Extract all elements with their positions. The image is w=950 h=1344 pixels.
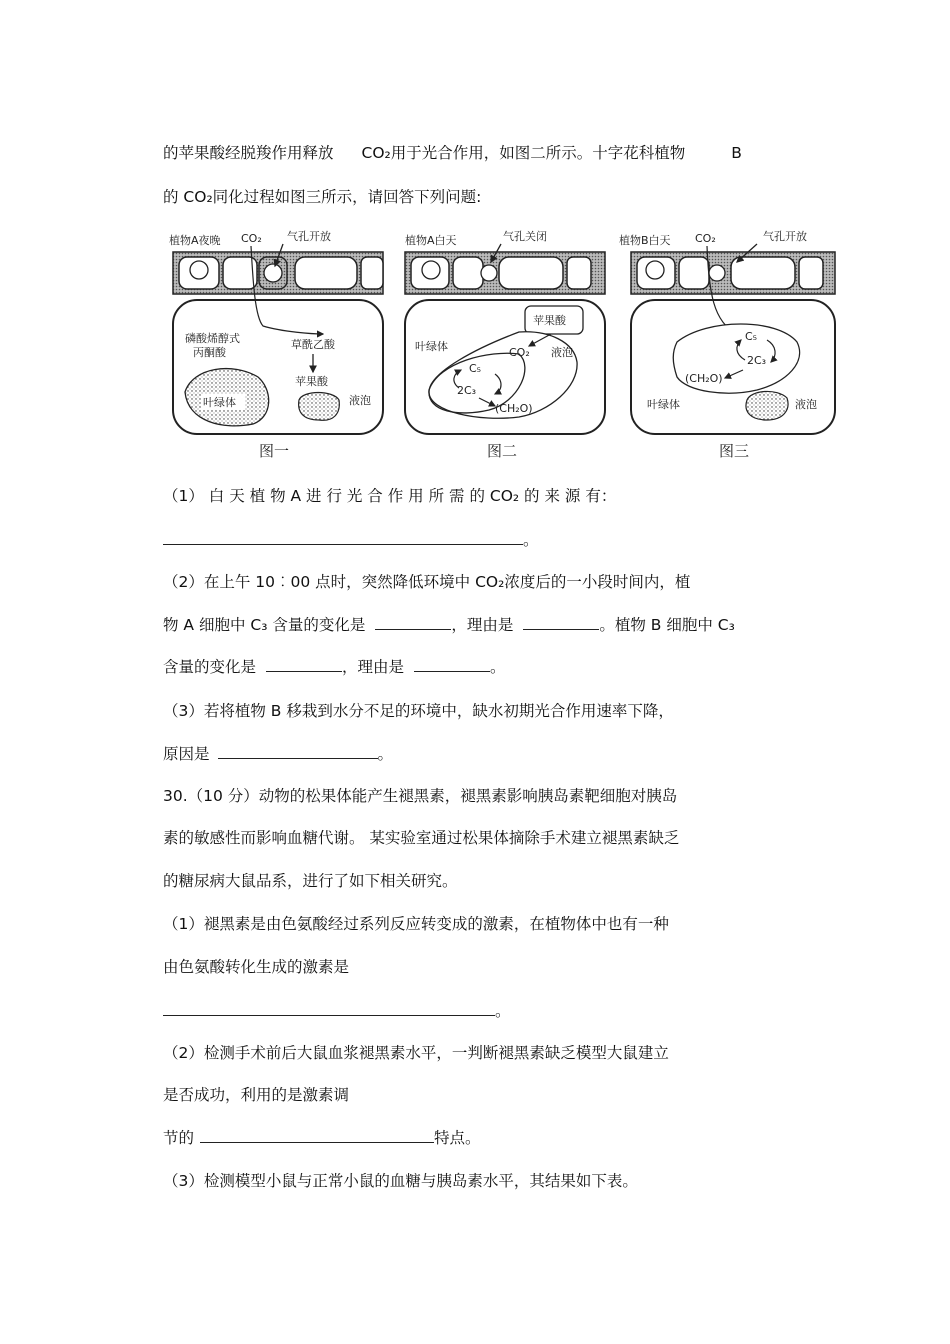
q3-line-1: （3）若将植物 B 移栽到水分不足的环境中，缺水初期光合作用速率下降，: [163, 702, 674, 720]
fig1-pep2: 丙酮酸: [193, 346, 226, 359]
fig3-vacuole: 液泡: [795, 398, 817, 411]
fig1-malate: 苹果酸: [295, 375, 328, 388]
q1-answer-blank[interactable]: [163, 530, 523, 545]
fig3-ch2o: (CH₂O): [685, 372, 723, 385]
fig2-chloroplast: 叶绿体: [415, 340, 448, 353]
q30-s1-blank[interactable]: [163, 1001, 495, 1016]
fig2-malate: 苹果酸: [533, 314, 566, 327]
q30-s2-text-a: 节的: [163, 1129, 195, 1147]
figure-1: [169, 229, 383, 460]
q1-line-2: [163, 530, 539, 550]
q30-s2-line-1: （2）检测手术前后大鼠血浆褪黑素水平，一判断褪黑素缺乏模型大鼠建立: [163, 1044, 669, 1062]
q2-blank-3[interactable]: [266, 657, 342, 672]
fig2-title: 植物A白天: [405, 234, 457, 247]
q2-text-d: 含量的变化是: [163, 658, 257, 676]
fig1-co2: CO₂: [241, 232, 262, 245]
intro-text-b: CO₂用于光合作用，如图二所示。十字花科植物: [361, 144, 686, 162]
q30-line-1: 30.（10 分）动物的松果体能产生褪黑素，褪黑素影响胰岛素靶细胞对胰岛: [163, 787, 678, 805]
q2-line-3: [163, 657, 506, 677]
q2-text-a: 物 A 细胞中 C₃ 含量的变化是: [163, 616, 366, 634]
fig3-stoma: 气孔开放: [763, 230, 807, 243]
q3-blank[interactable]: [218, 744, 378, 759]
q2-blank-1[interactable]: [375, 615, 451, 630]
fig3-title: 植物B白天: [619, 234, 671, 247]
intro-line-1: [163, 143, 742, 163]
fig3-c5: C₅: [745, 330, 758, 343]
q3-text-a: 原因是: [163, 745, 210, 763]
q30-s1-line-1: （1）褪黑素是由色氨酸经过系列反应转变成的激素，在植物体中也有一种: [163, 915, 669, 933]
q30-s2-blank[interactable]: [200, 1128, 434, 1143]
q2-line-1: （2）在上午 10︰00 点时，突然降低环境中 CO₂浓度后的一小段时间内，植: [163, 573, 691, 591]
figure-2: [405, 229, 605, 460]
fig1-caption: 图一: [259, 442, 290, 460]
figure-3: [619, 229, 835, 460]
fig2-vacuole: 液泡: [551, 346, 573, 359]
q30-s1-line-2: 由色氨酸转化生成的激素是: [163, 958, 350, 976]
fig1-stoma: 气孔开放: [287, 230, 331, 243]
q30-s1-line-3: [163, 1001, 511, 1021]
q1-line-1: （1） 白 天 植 物 A 进 行 光 合 作 用 所 需 的 CO₂ 的 来 源 有：: [163, 487, 617, 505]
q2-blank-2[interactable]: [523, 615, 599, 630]
q2-text-b: ，理由是: [451, 616, 514, 634]
q30-line-2: 素的敏感性而影响血糖代谢。 某实验室通过松果体摘除手术建立褪黑素缺乏: [163, 829, 680, 847]
q3-line-2: [163, 744, 393, 764]
q30-s3-line-1: （3）检测模型小鼠与正常小鼠的血糖与胰岛素水平，其结果如下表。: [163, 1172, 638, 1190]
q2-text-f: 。: [490, 658, 506, 676]
q30-s2-text-b: 特点。: [434, 1129, 481, 1147]
fig2-caption: 图二: [487, 442, 518, 460]
q2-blank-4[interactable]: [414, 657, 490, 672]
intro-text-c: B: [731, 144, 742, 162]
q2-text-c: 。植物 B 细胞中 C₃: [599, 616, 735, 634]
q30-s1-end: 。: [495, 1002, 511, 1020]
intro-line-2: 的 CO₂同化过程如图三所示，请回答下列问题:: [163, 188, 482, 206]
fig1-chloroplast: 叶绿体: [203, 396, 236, 409]
q30-s2-line-2: 是否成功，利用的是激素调: [163, 1086, 350, 1104]
fig1-pep: 磷酸烯醇式: [185, 332, 240, 345]
fig1-title: 植物A夜晚: [169, 234, 221, 247]
fig3-co2: CO₂: [695, 232, 716, 245]
fig3-caption: 图三: [719, 442, 750, 460]
fig3-c3: 2C₃: [747, 354, 767, 367]
fig1-oaa: 草酰乙酸: [291, 338, 335, 351]
figure-svg: [163, 222, 853, 470]
q30-line-3: 的糖尿病大鼠品系，进行了如下相关研究。: [163, 872, 458, 890]
fig2-ch2o: (CH₂O): [495, 402, 533, 415]
fig2-co2: CO₂: [509, 346, 530, 359]
fig2-c3: 2C₃: [457, 384, 477, 397]
fig1-vacuole: 液泡: [349, 394, 371, 407]
q1-end: 。: [523, 531, 539, 549]
fig3-chloroplast: 叶绿体: [647, 398, 680, 411]
fig2-stoma: 气孔关闭: [503, 230, 547, 243]
fig2-c5: C₅: [469, 362, 482, 375]
q2-line-2: [163, 615, 735, 635]
q30-s2-line-3: [163, 1128, 481, 1148]
q3-text-b: 。: [377, 745, 394, 763]
intro-text-a: 的苹果酸经脱羧作用释放: [163, 144, 334, 162]
photosynthesis-figure: [163, 222, 853, 470]
q2-text-e: ，理由是: [342, 658, 405, 676]
